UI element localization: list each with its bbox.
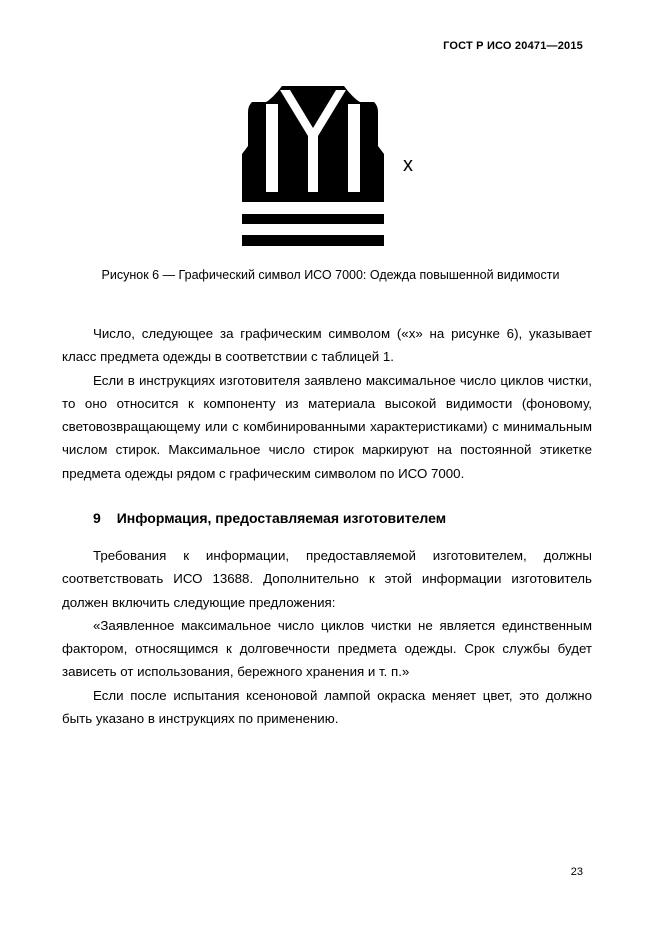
class-marker: x (403, 154, 413, 176)
paragraph: Если после испытания ксеноновой лампой окраска меняет цвет, это должно быть указано в инструкциях по применению. (62, 687, 592, 727)
text-block-1 (62, 322, 592, 485)
figure-caption: Рисунок 6 — Графический символ ИСО 7000: Одежда повышенной видимости (101, 268, 560, 282)
text-block-2 (62, 544, 592, 730)
figure-6 (0, 80, 661, 260)
page-number: 23 (570, 866, 583, 878)
paragraph: Число, следующее за графическим символом («х» на рисунке 6), указывает класс предмета одежды в соответствии с таблицей 1. (62, 326, 592, 365)
section-title: Информация, предоставляемая изготовителем (116, 510, 447, 526)
paragraph: Если в инструкциях изготовителя заявлено максимальное число циклов чистки, то оно относится к компоненту из материала высокой видимости (фоновому, световозвращающему или с комбинированными характеристиками) с минимальным числом стирок. Максимальное число стирок маркируют на постоянной этикетке предмета одежды рядом с графическим символом по ИСО 7000. (62, 372, 592, 481)
page-header: ГОСТ Р ИСО 20471—2015 (443, 40, 583, 52)
section-heading (93, 510, 446, 526)
paragraph: «Заявленное максимальное число циклов чистки не является единственным фактором, относящимся к долговечности предмета одежды. Срок службы будет зависеть от использования, бережного хранения и т. п.» (62, 617, 592, 680)
paragraph: Требования к информации, предоставляемой изготовителем, должны соответствовать ИСО 13688. Дополнительно к этой информации изготовитель должен включить следующие предложения: (62, 548, 592, 610)
high-visibility-vest-icon (238, 80, 388, 247)
section-number: 9 (93, 510, 101, 526)
